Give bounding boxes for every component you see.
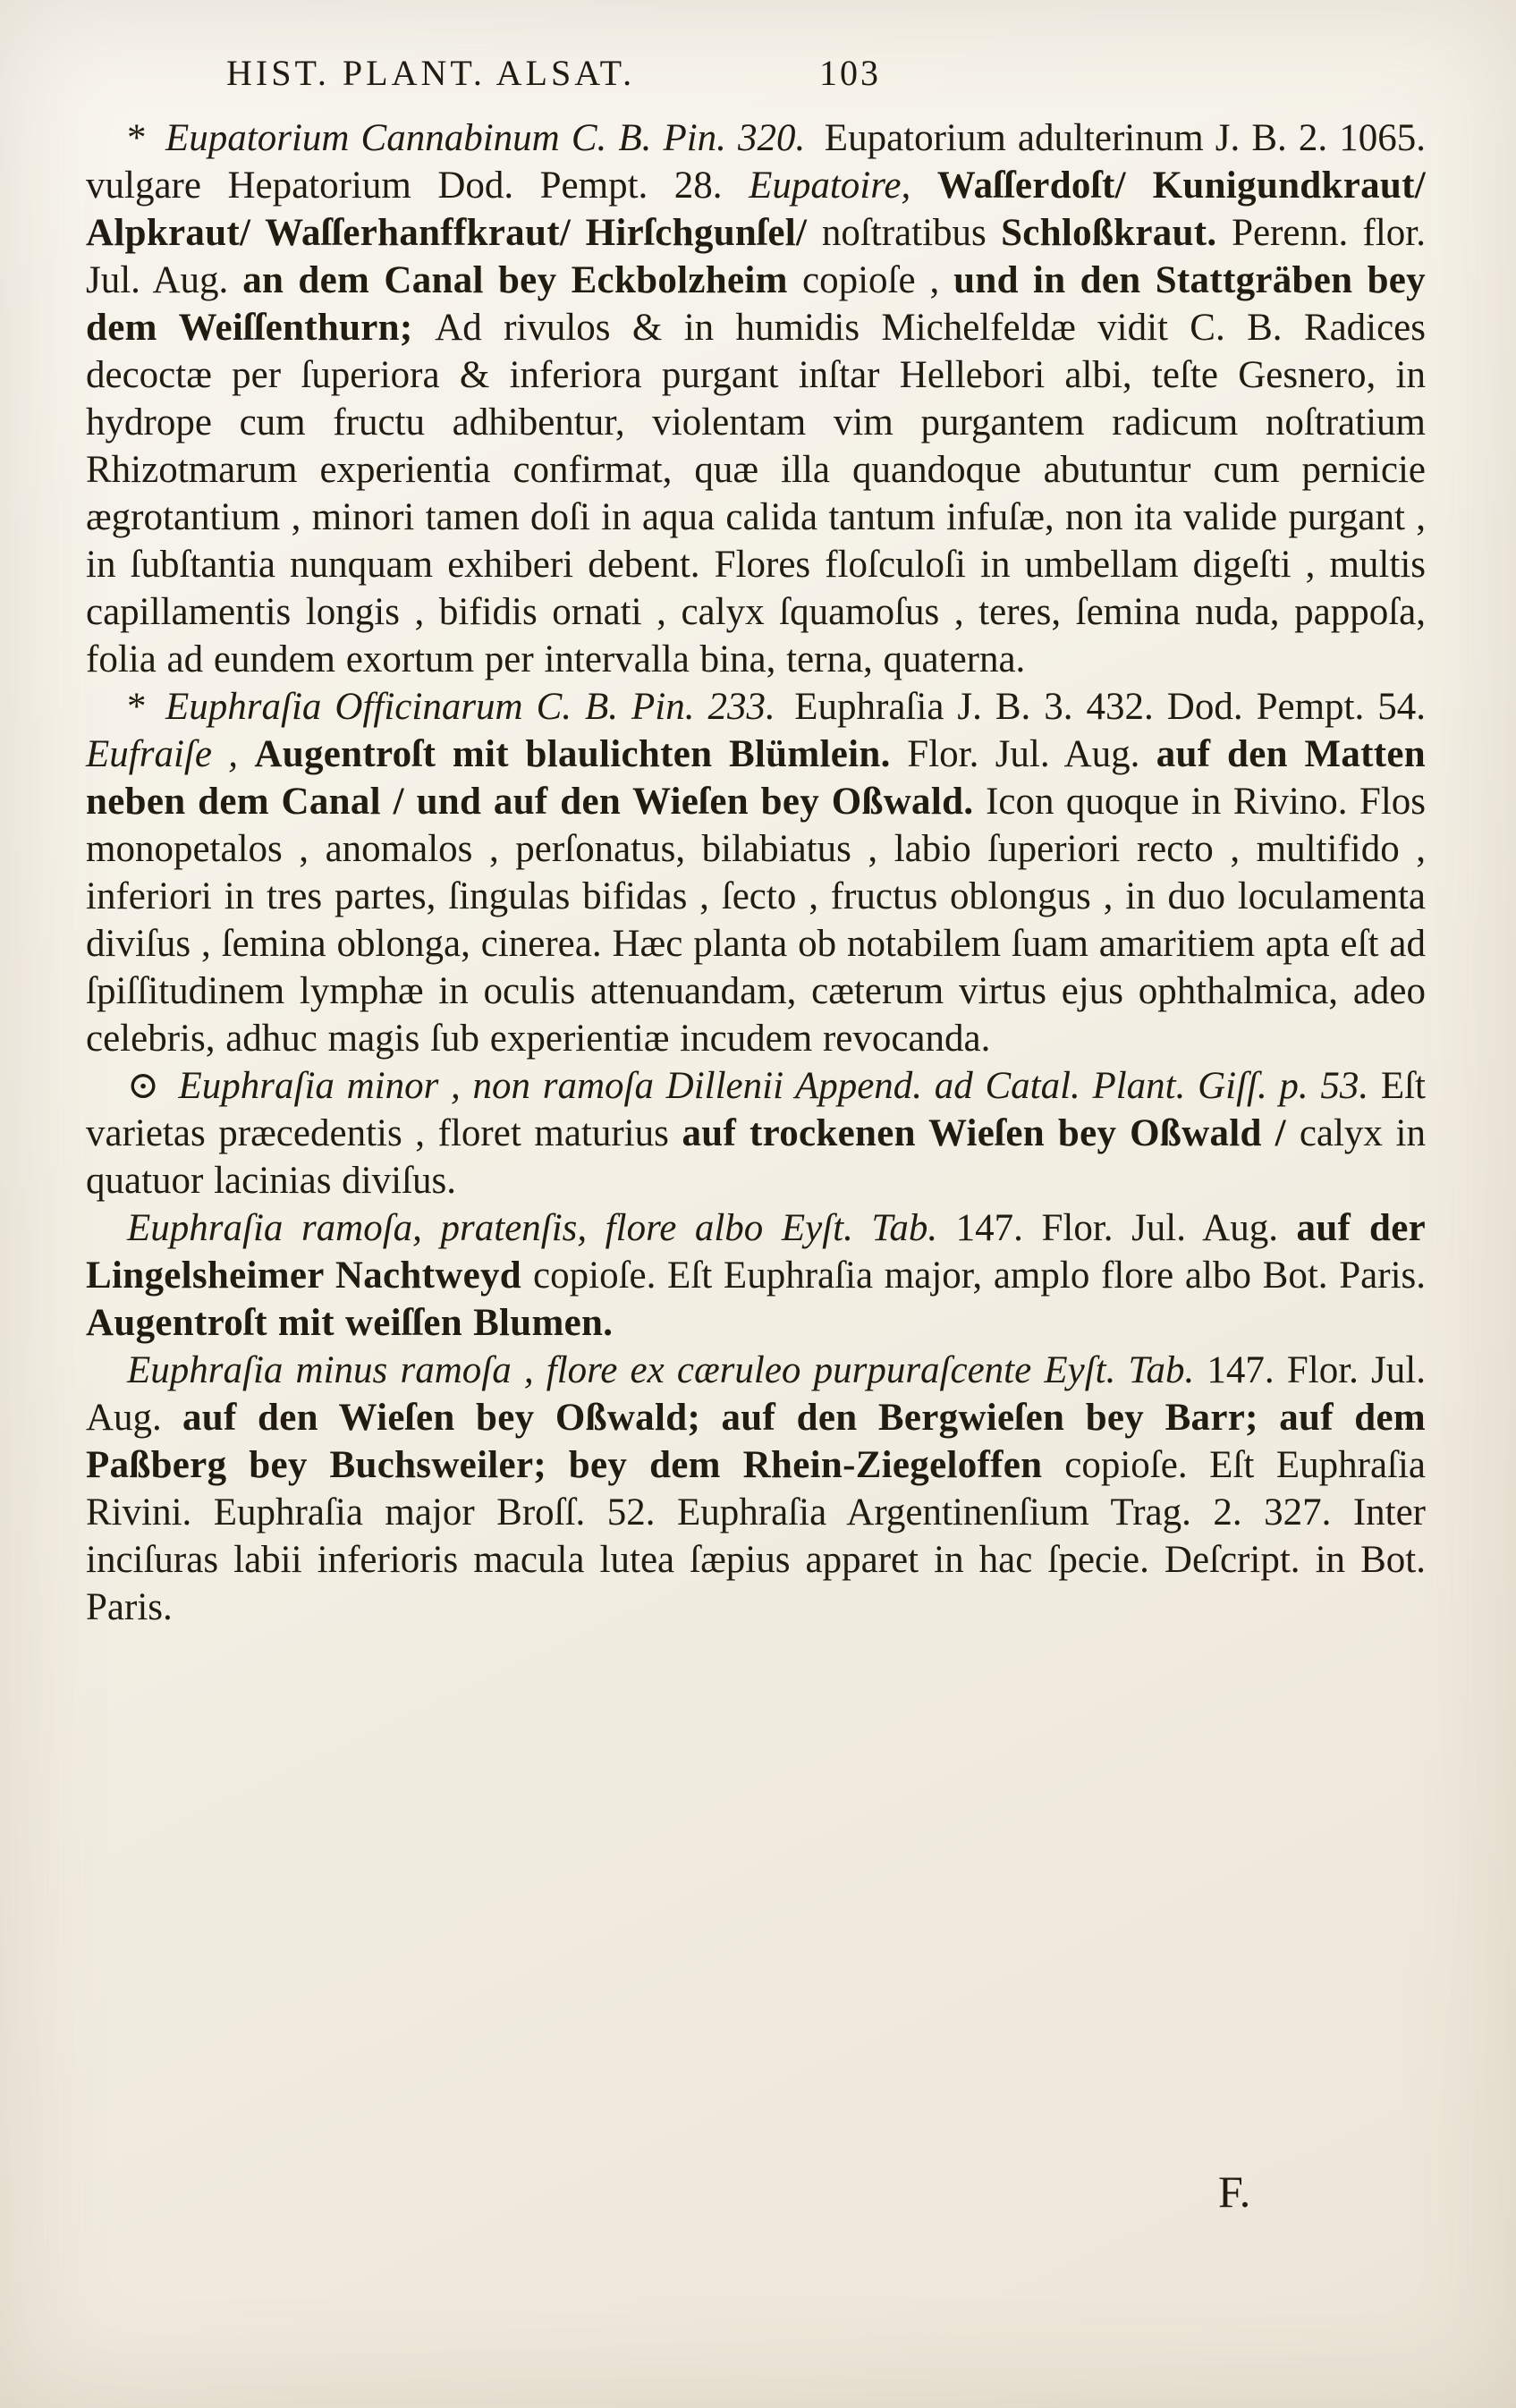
text-run-roman: ⊙ — [127, 1065, 179, 1107]
text-run-fraktur: auf den Wieſen bey Oßwald; auf den Bergwieſen bey Barr; auf dem Paßberg bey Buchsweiler; bey dem Rhein-Ziegeloffen — [86, 1397, 1426, 1486]
text-run-roman: Ad rivulos & in humidis Michelfeldæ vidit C. B. Radices decoctæ per ſuperiora & inferiora purgant inſtar Hellebori albi, teſte Gesnero, in hydrope cum fructu adhibentur, violentam vim purgantem radicum noſtratium Rhizotmarum experientia confirmat, quæ illa quandoque abutuntur cum pernicie ægrotantium , minori tamen doſi in aqua calida tantum infuſæ, non ita valide purgant , in ſubſtantia nunquam exhiberi debent. Flores floſculoſi in umbellam digeſti , multis capillamentis longis , bifidis ornati , calyx ſquamoſus , teres, ſemina nuda, pappoſa, folia ad eundem exortum per intervalla bina, terna, quaterna. — [86, 307, 1427, 680]
text-run-roman: Perenn. flor. Jul. Aug. — [86, 212, 1426, 301]
text-run-fraktur: Waſſerdoſt/ Kunigundkraut/ Alpkraut/ Waſſerhanffkraut/ Hirſchgunſel/ — [86, 165, 1426, 254]
text-run-italic: Eufraiſe , — [86, 733, 255, 775]
text-run-roman: Eupatorium adulterinum J. B. 2. 1065. vulgare Hepatorium Dod. Pempt. 28. — [86, 117, 1427, 207]
euphrasia-minus-ramosa-entry — [86, 1347, 1426, 1631]
euphrasia-ramosa-entry — [86, 1204, 1426, 1347]
text-run-roman: Flor. Jul. Aug. — [907, 733, 1156, 775]
text-run-fraktur: und in den Stattgräben bey dem Weiſſenthurn; — [86, 259, 1426, 349]
text-run-italic: Euphraſia minus ramoſa , flore ex cæruleo purpuraſcente Eyſt. Tab. — [127, 1349, 1207, 1391]
text-run-italic: Euphraſia Officinarum C. B. Pin. 233. — [165, 686, 795, 728]
text-run-italic: Eupatorium Cannabinum C. B. Pin. 320. — [165, 117, 825, 159]
text-run-fraktur: Schloßkraut. — [1001, 212, 1232, 254]
text-run-italic: Euphraſia minor , non ramoſa Dillenii Append. ad Catal. Plant. Giſſ. p. 53. — [178, 1065, 1381, 1107]
text-run-roman: Eſt varietas præcedentis , floret maturius — [86, 1065, 1426, 1154]
text-run-roman: * — [127, 117, 165, 159]
text-run-fraktur: Augentroſt mit weiſſen Blumen. — [86, 1302, 614, 1344]
page-number: 103 — [819, 53, 881, 93]
text-run-italic: Euphraſia ramoſa, pratenſis, flore albo Eyſt. Tab. — [127, 1207, 956, 1249]
body-text — [86, 114, 1426, 1631]
text-run-fraktur: auf den Matten neben dem Canal / und auf den Wieſen bey Oßwald. — [86, 733, 1427, 823]
text-run-fraktur: auf der Lingelsheimer Nachtweyd — [86, 1207, 1427, 1297]
text-run-roman: copioſe. Eſt Euphraſia Rivini. Euphraſia major Broſſ. 52. Euphraſia Argentinenſium Trag. 2. 327. Inter inciſuras labii inferioris macula lutea ſæpius apparet in hac ſpecie. Deſcript. in Bot. Paris. — [86, 1444, 1427, 1628]
text-run-roman: calyx in quatuor lacinias diviſus. — [86, 1112, 1426, 1202]
text-run-fraktur: Augentroſt mit blaulichten Blümlein. — [254, 733, 908, 775]
text-run-roman: Icon quoque in Rivino. Flos monopetalos , anomalos , perſonatus, bilabiatus , labio ſuperiori recto , multifido , inferiori in tres partes, ſingulas bifidas , ſecto , fructus oblongus , in duo loculamenta diviſus , ſemina oblonga, cinerea. Hæc planta ob notabilem ſuam amaritiem apta eſt ad ſpiſſitudinem lymphæ in oculis attenuandam, cæterum virtus ejus ophthalmica, adeo celebris, adhuc magis ſub experientiæ incudem revocanda. — [86, 781, 1427, 1060]
running-title: HIST. PLANT. ALSAT. — [226, 53, 636, 93]
running-head — [0, 52, 1516, 109]
text-run-fraktur: an dem Canal bey Eckbolzheim — [242, 259, 802, 301]
euphrasia-minor-entry — [86, 1062, 1426, 1204]
text-run-roman: Euphraſia J. B. 3. 432. Dod. Pempt. 54. — [794, 686, 1426, 728]
text-run-roman: 147. Flor. Jul. Aug. — [86, 1349, 1426, 1439]
text-run-fraktur: auf trockenen Wieſen bey Oßwald / — [682, 1112, 1300, 1154]
text-run-roman: copioſe. Eſt Euphraſia major, amplo flore albo Bot. Paris. — [533, 1255, 1427, 1297]
text-run-roman: 147. Flor. Jul. Aug. — [955, 1207, 1297, 1249]
euphrasia-officinarum-entry — [86, 683, 1426, 1062]
text-run-roman: * — [127, 686, 165, 728]
text-run-italic: Eupatoire, — [749, 165, 937, 207]
text-run-roman: noſtratibus — [821, 212, 1002, 254]
signature-mark: F. — [1218, 2167, 1251, 2217]
text-run-roman: copioſe , — [802, 259, 954, 301]
eupatorium-cannabinum-entry — [86, 114, 1426, 683]
